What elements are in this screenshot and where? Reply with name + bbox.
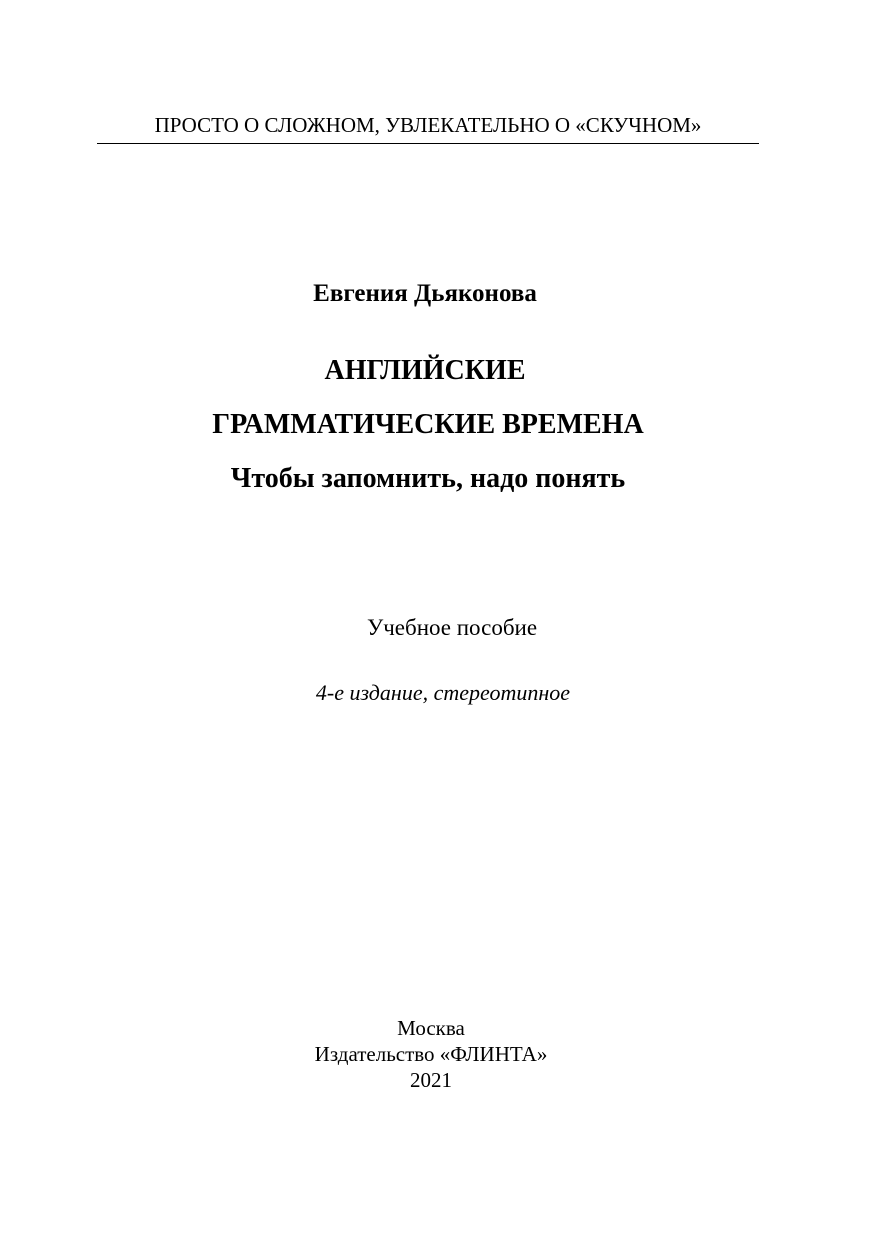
imprint-publisher: Издательство «ФЛИНТА» bbox=[314, 1042, 548, 1066]
series-title: ПРОСТО О СЛОЖНОМ, УВЛЕКАТЕЛЬНО О «СКУЧНОМ» bbox=[154, 113, 702, 137]
book-title-line-1: АНГЛИЙСКИЕ bbox=[324, 355, 526, 386]
document-type: Учебное пособие bbox=[366, 615, 538, 640]
series-divider bbox=[97, 143, 759, 144]
imprint-year: 2021 bbox=[410, 1068, 452, 1092]
edition-info: 4-е издание, стереотипное bbox=[315, 680, 571, 705]
book-subtitle: Чтобы запомнить, надо понять bbox=[230, 463, 626, 494]
imprint-city: Москва bbox=[397, 1016, 465, 1040]
book-title-line-2: ГРАММАТИЧЕСКИЕ ВРЕМЕНА bbox=[212, 409, 644, 440]
author-name: Евгения Дьяконова bbox=[313, 280, 537, 307]
